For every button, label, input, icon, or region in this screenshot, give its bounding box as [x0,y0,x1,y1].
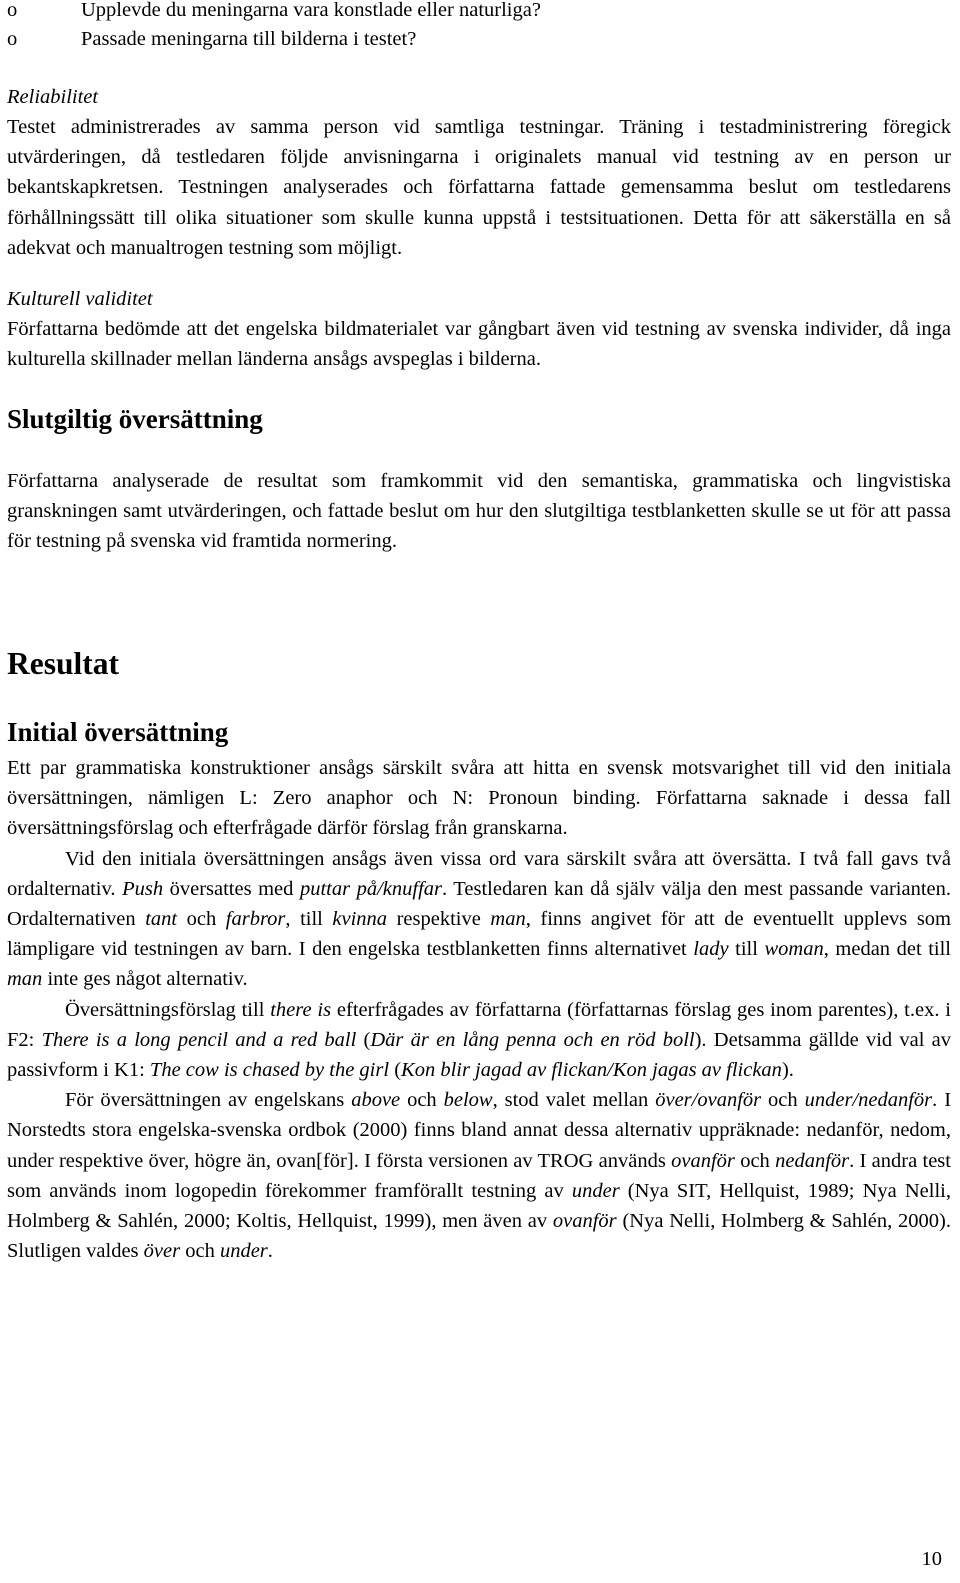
bullet-marker: o [7,28,18,50]
question-list [7,0,541,54]
initial-translation-section [7,715,951,1266]
initial-translation-heading: Initial översättning [7,717,229,747]
list-item: o Upplevde du meningarna vara konstlade eller naturliga? [7,0,541,25]
page-number: 10 [921,1548,942,1570]
reliability-section [7,82,951,263]
initial-translation-paragraph-4: För översättningen av engelskans above och below, stod valet mellan över/ovanför och under/nedanför. I Norstedts stora engelska-svenska ordbok (2000) finns bland annat dessa alternativ uppräknade: nedanför, nedom, under respektive över, högre än, ovan[för]. I första versionen av TROG används ovanför och nedanför. I andra test som används inom logopedin förekommer framförallt testning av under (Nya SIT, Hellquist, 1989; Nya Nelli, Holmberg & Sahlén, 2000; Koltis, Hellquist, 1999), men även av ovanför (Nya Nelli, Holmberg & Sahlén, 2000). Slutligen valdes över och under. [7,1089,952,1263]
bullet-marker: o [7,0,18,21]
list-item: o Passade meningarna till bilderna i testet? [7,25,541,54]
cultural-validity-paragraph: Författarna bedömde att det engelska bildmaterialet var gångbart även vid testning av svenska individer, då inga kulturella skillnader mellan länderna ansågs avspeglas i bilderna. [7,318,951,371]
results-section [7,645,951,683]
final-translation-paragraph: Författarna analyserade de resultat som framkommit vid den semantiska, grammatiska och lingvistiska granskningen samt utvärderingen, och fattade beslut om hur den slutgiltiga testblanketten skulle se ut för att passa för testning på svenska vid framtida normering. [7,470,951,553]
initial-translation-paragraph-3: Översättningsförslag till there is efterfrågades av författarna (författarnas förslag ges inom parentes), t.ex. i F2: There is a long pencil and a red ball (Där är en lång penna och en röd boll). Detsamma gällde vid val av passivform i K1: The cow is chased by the girl (Kon blir jagad av flickan/Kon jagas av flickan). [7,998,952,1082]
cultural-validity-heading: Kulturell validitet [7,288,153,310]
initial-translation-paragraph-2: Vid den initiala översättningen ansågs även vissa ord vara särskilt svåra att översätta. I två fall gavs två ordalternativ. Push översattes med puttar på/knuffar. Testledaren kan då själv välja den mest passande varianten. Ordalternativen tant och farbror, till kvinna respektive man, finns angivet för att de eventuellt upplevs som lämpligare vid testningen av barn. I den engelska testblanketten finns alternativet lady till woman, medan det till man inte ges något alternativ. [7,847,952,991]
initial-translation-paragraph-1: Ett par grammatiska konstruktioner ansågs särskilt svåra att hitta en svensk motsvarighet till vid den initiala översättningen, nämligen L: Zero anaphor och N: Pronoun binding. Författarna saknade i dessa fall översättningsförslag och efterfrågade därför förslag från granskarna. [7,757,951,840]
cultural-validity-section [7,284,951,374]
results-heading: Resultat [7,646,119,681]
reliability-paragraph: Testet administrerades av samma person vid samtliga testningar. Träning i testadministrering föregick utvärderingen, då testledaren följde anvisningarna i originalets manual vid testning av en person ur bekantskapkretsen. Testningen analyserades och författarna fattade gemensamma beslut om testledarens förhållningssätt till olika situationer som skulle kunna uppstå i testsituationen. Detta för att säkerställa en så adekvat och manualtrogen testning som möjligt. [7,116,951,259]
final-translation-heading: Slutgiltig översättning [7,404,263,434]
final-translation-section [7,402,951,557]
reliability-heading: Reliabilitet [7,86,99,108]
